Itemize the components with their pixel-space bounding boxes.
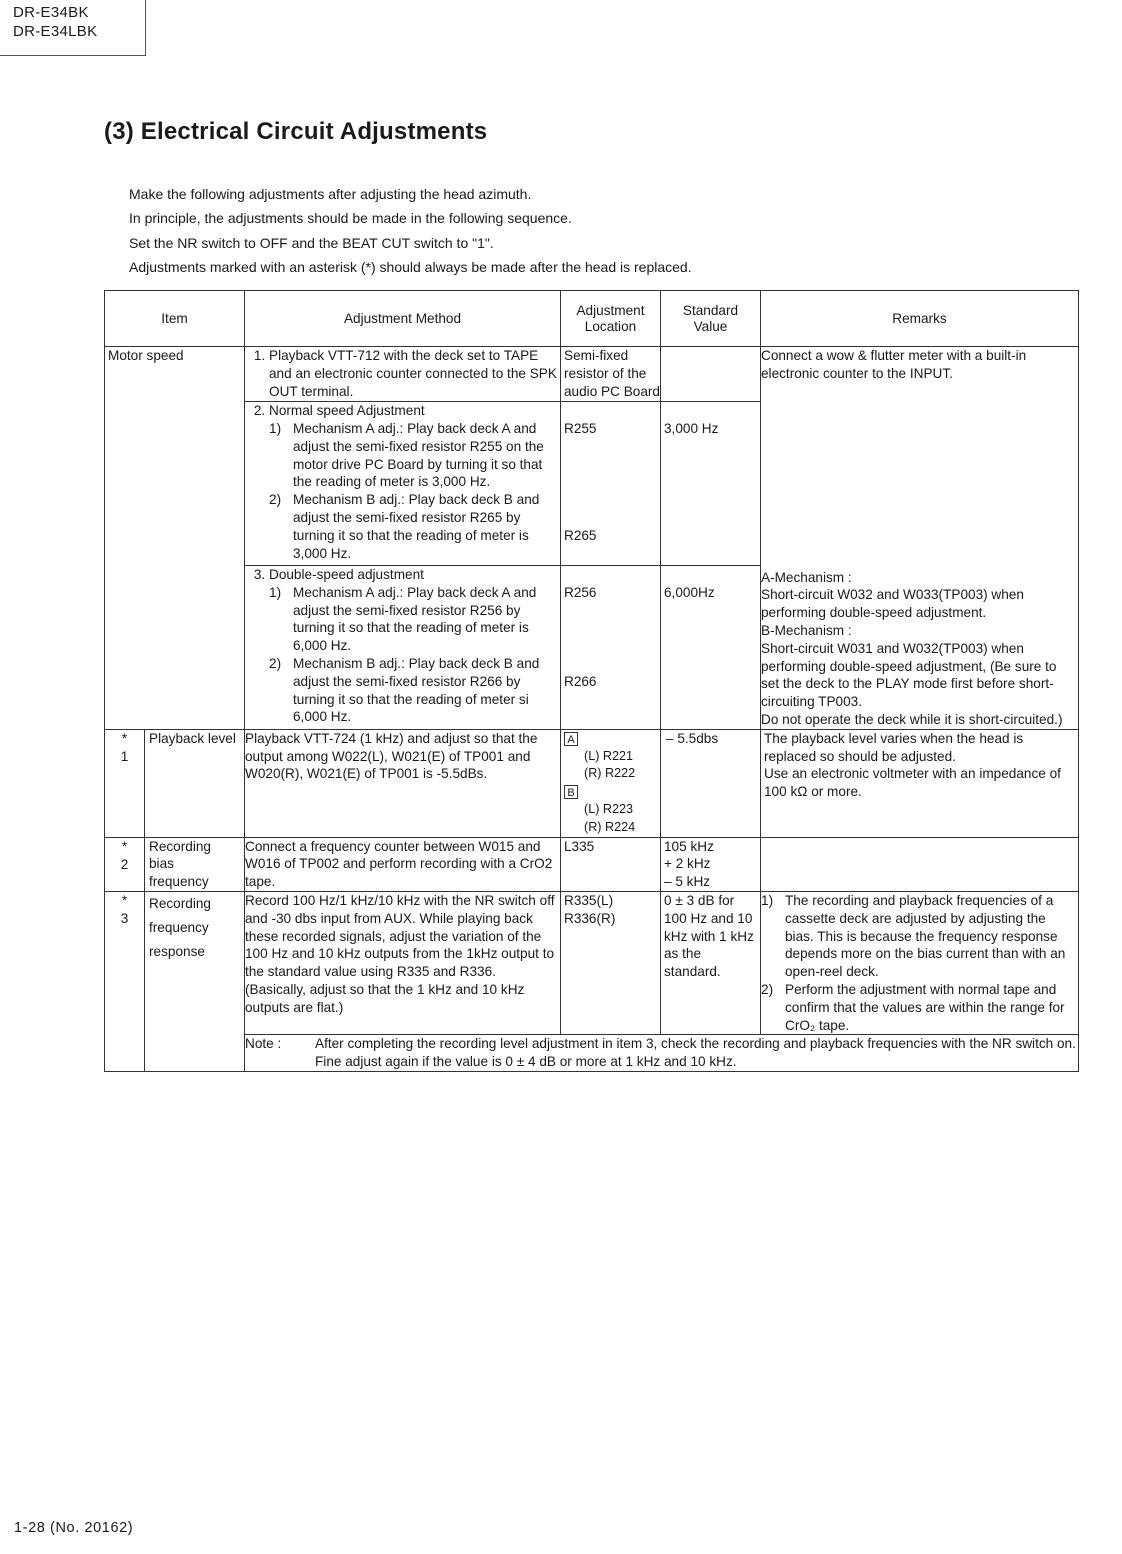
header-remarks: Remarks — [761, 291, 1079, 347]
intro-text — [129, 182, 989, 280]
loc-a-left: (L) R221 — [584, 748, 633, 763]
row2-value-l3: – 5 kHz — [664, 874, 711, 890]
motor-step3-method — [245, 566, 561, 730]
row2-item-l3: frequency — [149, 874, 209, 890]
motor-speed-item: Motor speed — [105, 347, 245, 730]
header-standard-l1: Standard — [682, 302, 739, 318]
header-location-l2: Location — [584, 318, 637, 334]
motor-step2-method — [245, 402, 561, 566]
asterisk-mark: * — [121, 892, 128, 908]
model-name-1: DR-E34BK — [13, 4, 89, 21]
motor-remarks — [761, 347, 1079, 730]
motor-step1-method — [245, 347, 561, 402]
row3-item-l1: Recording — [149, 895, 211, 911]
model-name-2: DR-E34LBK — [13, 23, 98, 40]
row2-value-l1: 105 kHz — [664, 838, 714, 854]
item-number: 2 — [120, 856, 129, 872]
section-title: (3) Electrical Circuit Adjustments — [104, 118, 488, 145]
row3-loc-l2: R336(R) — [564, 910, 616, 926]
table-row — [105, 347, 1079, 402]
row1-method: Playback VTT-724 (1 kHz) and adjust so that the output among W022(L), W021(E) of TP001 and W020(R), W021(E) of TP001 is -5.5dBs. — [245, 729, 561, 837]
loc-b-left: (L) R223 — [584, 801, 633, 816]
row3-remarks-1: The recording and playback frequencies of a cassette deck are adjusted by adjusting the bias. This is because the frequency response depends more on the bias current than with an open-reel deck. — [785, 892, 1066, 980]
table-header-row — [105, 291, 1079, 347]
deck-b-box: B — [564, 785, 578, 799]
row1-location — [561, 729, 661, 837]
model-label-box — [0, 0, 146, 56]
motor-step2-value — [661, 402, 761, 566]
row3-location — [561, 891, 661, 1034]
row1-remarks-2: Use an electronic voltmeter with an impedance of 100 kΩ or more. — [764, 766, 1061, 800]
step2-loc-b: R265 — [564, 528, 597, 544]
adjustment-table — [104, 290, 1079, 1072]
intro-line: Set the NR switch to OFF and the BEAT CUT switch to "1". — [129, 234, 494, 251]
row2-item — [145, 837, 245, 891]
page-footer: 1-28 (No. 20162) — [14, 1520, 134, 1536]
motor-step1-location: Semi-fixed resistor of the audio PC Board — [561, 347, 661, 402]
motor-step2-sub2: Mechanism B adj.: Play back deck B and adjust the semi-fixed resistor R265 by turning it so that the reading of meter is 3,000 Hz. — [293, 492, 540, 561]
motor-step2-location — [561, 402, 661, 566]
row2-location: L335 — [561, 837, 661, 891]
step2-loc-a: R255 — [564, 421, 597, 437]
row2-method: Connect a frequency counter between W015 and W016 of TP002 and perform recording with a CrO2 tape. — [245, 837, 561, 891]
note-text: After completing the recording level adjustment in item 3, check the recording and playback frequencies with the NR switch on. Fine adjust again if the value is 0 ± 4 dB or more at 1 kHz and 10 kHz. — [315, 1036, 1076, 1070]
row2-item-l1: Recording — [149, 838, 211, 854]
row3-remarks-2: Perform the adjustment with normal tape and confirm that the values are within the range for CrO₂ tape. — [785, 981, 1065, 1033]
remarks-a-text: Short-circuit W032 and W033(TP003) when performing double-speed adjustment. — [761, 587, 1024, 621]
row2-remarks — [761, 837, 1079, 891]
asterisk-mark: * — [121, 730, 128, 746]
row1-remarks-1: The playback level varies when the head is replaced so should be adjusted. — [764, 730, 1024, 764]
table-row — [105, 837, 1079, 891]
table-row — [105, 1035, 1079, 1072]
item-number: 3 — [120, 910, 129, 926]
row1-value: – 5.5dbs — [661, 729, 761, 837]
row3-item — [145, 891, 245, 1071]
row2-item-l2: bias — [149, 856, 174, 872]
motor-step3-title: Double-speed adjustment — [269, 567, 424, 582]
table-row — [105, 729, 1079, 837]
row1-marker — [105, 729, 145, 837]
row3-item-l3: response — [149, 943, 205, 959]
row3-loc-l1: R335(L) — [564, 892, 614, 908]
motor-step3-sub2: Mechanism B adj.: Play back deck B and adjust the semi-fixed resistor R266 by turning it so that the reading of meter si 6,000 Hz. — [293, 655, 540, 725]
step3-loc-b: R266 — [564, 673, 597, 689]
motor-step1-text: 1. Playback VTT-712 with the deck set to TAPE and an electronic counter connected to the SPK OUT terminal. — [269, 347, 560, 400]
row1-item: Playback level — [145, 729, 245, 837]
remarks-b-text: Short-circuit W031 and W032(TP003) when performing double-speed adjustment, (Be sure to set the deck to the PLAY mode first before short-circuiting TP003. — [761, 640, 1057, 710]
header-standard — [661, 291, 761, 347]
header-item: Item — [105, 291, 245, 347]
intro-line: Make the following adjustments after adjusting the head azimuth. — [129, 186, 532, 202]
row3-marker — [105, 891, 145, 1071]
note-cell — [245, 1035, 1079, 1072]
row2-value-l2: + 2 kHz — [664, 856, 711, 872]
loc-b-right: (R) R224 — [584, 819, 636, 834]
motor-step1-value — [661, 347, 761, 402]
deck-a-box: A — [564, 732, 578, 746]
motor-step2-title: Normal speed Adjustment — [269, 403, 425, 419]
motor-step3-sub1: Mechanism A adj.: Play back deck A and adjust the semi-fixed resistor R256 by turning it so that the reading of meter is 6,000 Hz. — [293, 584, 537, 654]
row3-item-l2: frequency — [149, 919, 209, 935]
row2-marker — [105, 837, 145, 891]
note-label: Note : — [245, 1036, 282, 1052]
motor-step3-value — [661, 566, 761, 730]
remarks-a-title: A-Mechanism : — [761, 569, 852, 585]
header-standard-l2: Value — [693, 318, 728, 334]
step3-value: 6,000Hz — [664, 585, 715, 600]
header-location-l1: Adjustment — [576, 302, 645, 318]
row1-remarks — [761, 729, 1079, 837]
intro-line: In principle, the adjustments should be made in the following sequence. — [129, 210, 572, 227]
row2-value — [661, 837, 761, 891]
row3-remarks — [761, 891, 1079, 1034]
header-method: Adjustment Method — [245, 291, 561, 347]
motor-step3-location — [561, 566, 661, 730]
intro-line: Adjustments marked with an asterisk (*) should always be made after the head is replaced. — [129, 259, 692, 276]
row3-method: Record 100 Hz/1 kHz/10 kHz with the NR switch off and -30 dbs input from AUX. While playing back these recorded signals, adjust the variation of the 100 Hz and 10 kHz outputs from the 1kHz output to the standard value using R335 and R336. (Basically, adjust so that the 1 kHz and 10 kHz outputs are flat.) — [245, 891, 561, 1034]
remarks-b-note: Do not operate the deck while it is short-circuited.) — [761, 711, 1063, 727]
loc-a-right: (R) R222 — [584, 766, 636, 781]
table-row — [105, 891, 1079, 1034]
step2-value: 3,000 Hz — [664, 421, 719, 437]
row3-value: 0 ± 3 dB for 100 Hz and 10 kHz with 1 kHz as the standard. — [661, 891, 761, 1034]
motor-step2-sub1: Mechanism A adj.: Play back deck A and adjust the semi-fixed resistor R255 on the motor drive PC Board by turning it so that the reading of meter is 3,000 Hz. — [293, 421, 544, 490]
motor-remarks-intro: Connect a wow & flutter meter with a built-in electronic counter to the INPUT. — [761, 348, 1027, 381]
item-number: 1 — [120, 748, 129, 764]
remarks-b-title: B-Mechanism : — [761, 622, 852, 638]
step3-loc-a: R256 — [564, 585, 597, 600]
asterisk-mark: * — [121, 838, 128, 854]
header-location — [561, 291, 661, 347]
